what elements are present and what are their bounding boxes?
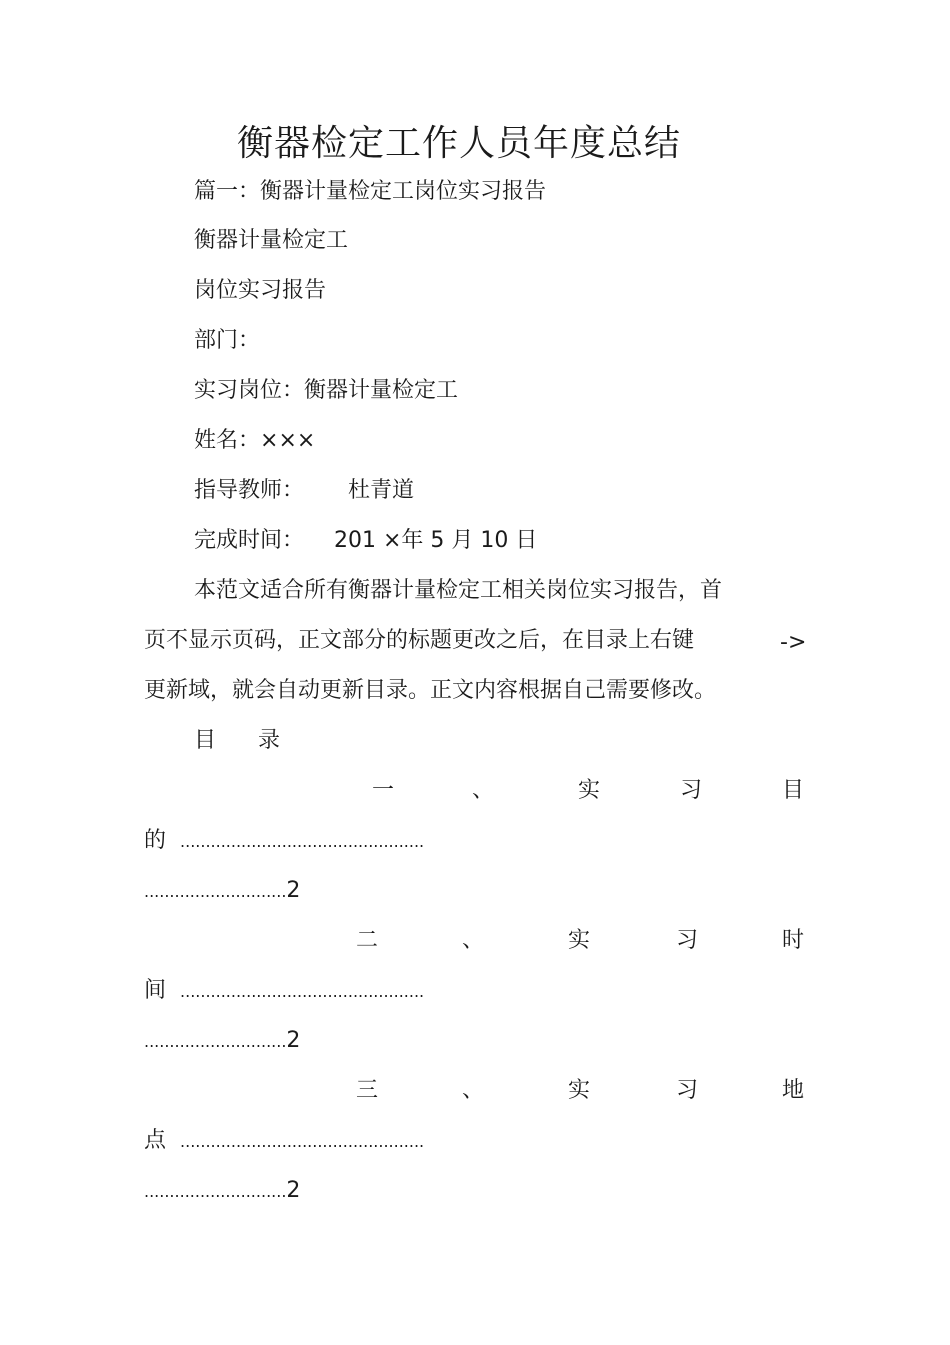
toc-heading-char: 地: [782, 1078, 805, 1103]
advisor-label: 指导教师：: [194, 478, 305, 503]
toc-dot-leader: ................................................: [180, 1132, 425, 1151]
toc-heading-char: 二: [356, 928, 379, 953]
toc-entry-1-page-row[interactable]: [144, 876, 300, 907]
completion-row: [194, 526, 537, 556]
toc-heading-char: 习: [676, 1078, 699, 1103]
position-row: [194, 376, 458, 406]
name-label: 姓名：: [194, 428, 261, 453]
toc-dot-leader: ................................................: [180, 832, 425, 851]
document-title: 衡器检定工作人员年度总结: [236, 123, 681, 164]
cover-line-2: 岗位实习报告: [194, 278, 327, 303]
toc-dot-leader: ............................: [144, 882, 287, 901]
toc-entry-2-dots[interactable]: [144, 976, 424, 1007]
toc-heading-char: 、: [462, 1078, 485, 1103]
toc-entry-1-heading[interactable]: [0, 776, 950, 806]
name-row: [194, 426, 315, 456]
toc-heading-char: 目: [782, 778, 805, 803]
toc-heading-char: 习: [676, 928, 699, 953]
note-line-1: 本范文适合所有衡器计量检定工相关岗位实习报告，首: [194, 578, 723, 603]
subtitle: 篇一：衡器计量检定工岗位实习报告: [194, 179, 547, 204]
note-line-3: 更新域，就会自动更新目录。正文内容根据自己需要修改。: [144, 678, 717, 703]
toc-heading-char: 习: [680, 778, 703, 803]
advisor-row: [194, 476, 414, 506]
toc-dot-leader: ............................: [144, 1182, 287, 1201]
toc-heading-char: 、: [472, 778, 495, 803]
toc-heading-last-char: 点: [144, 1128, 167, 1153]
toc-dot-leader: ............................: [144, 1032, 287, 1051]
toc-heading-last-char: 间: [144, 978, 167, 1003]
toc-heading-char: 实: [578, 778, 601, 803]
toc-entry-2-heading[interactable]: [0, 926, 950, 956]
toc-page-number: 2: [286, 878, 301, 903]
toc-entry-3-dots[interactable]: [144, 1126, 424, 1157]
toc-entry-1-dots[interactable]: [144, 826, 424, 857]
position-label: 实习岗位：: [194, 378, 305, 403]
toc-title: 目 录: [194, 728, 291, 753]
toc-heading-char: 实: [568, 1078, 591, 1103]
advisor-value: 杜青道: [348, 478, 415, 503]
name-value: ×××: [260, 428, 316, 453]
toc-heading-char: 时: [782, 928, 805, 953]
toc-heading-last-char: 的: [144, 828, 167, 853]
toc-heading-char: 一: [372, 778, 395, 803]
toc-heading-char: 三: [356, 1078, 379, 1103]
toc-entry-3-page-row[interactable]: [144, 1176, 300, 1207]
toc-page-number: 2: [286, 1028, 301, 1053]
completion-value: 201 ×年 5 月 10 日: [334, 528, 538, 553]
completion-label: 完成时间：: [194, 528, 305, 553]
toc-page-number: 2: [286, 1178, 301, 1203]
toc-entry-3-heading[interactable]: [0, 1076, 950, 1106]
department-label: 部门：: [194, 328, 261, 353]
note-line-2: 页不显示页码，正文部分的标题更改之后，在目录上右键: [144, 628, 695, 653]
position-value: 衡器计量检定工: [304, 378, 459, 403]
toc-heading-char: 、: [462, 928, 485, 953]
note-arrow: ->: [780, 630, 807, 655]
toc-dot-leader: ................................................: [180, 982, 425, 1001]
toc-heading-char: 实: [568, 928, 591, 953]
cover-line-1: 衡器计量检定工: [194, 228, 349, 253]
toc-entry-2-page-row[interactable]: [144, 1026, 300, 1057]
